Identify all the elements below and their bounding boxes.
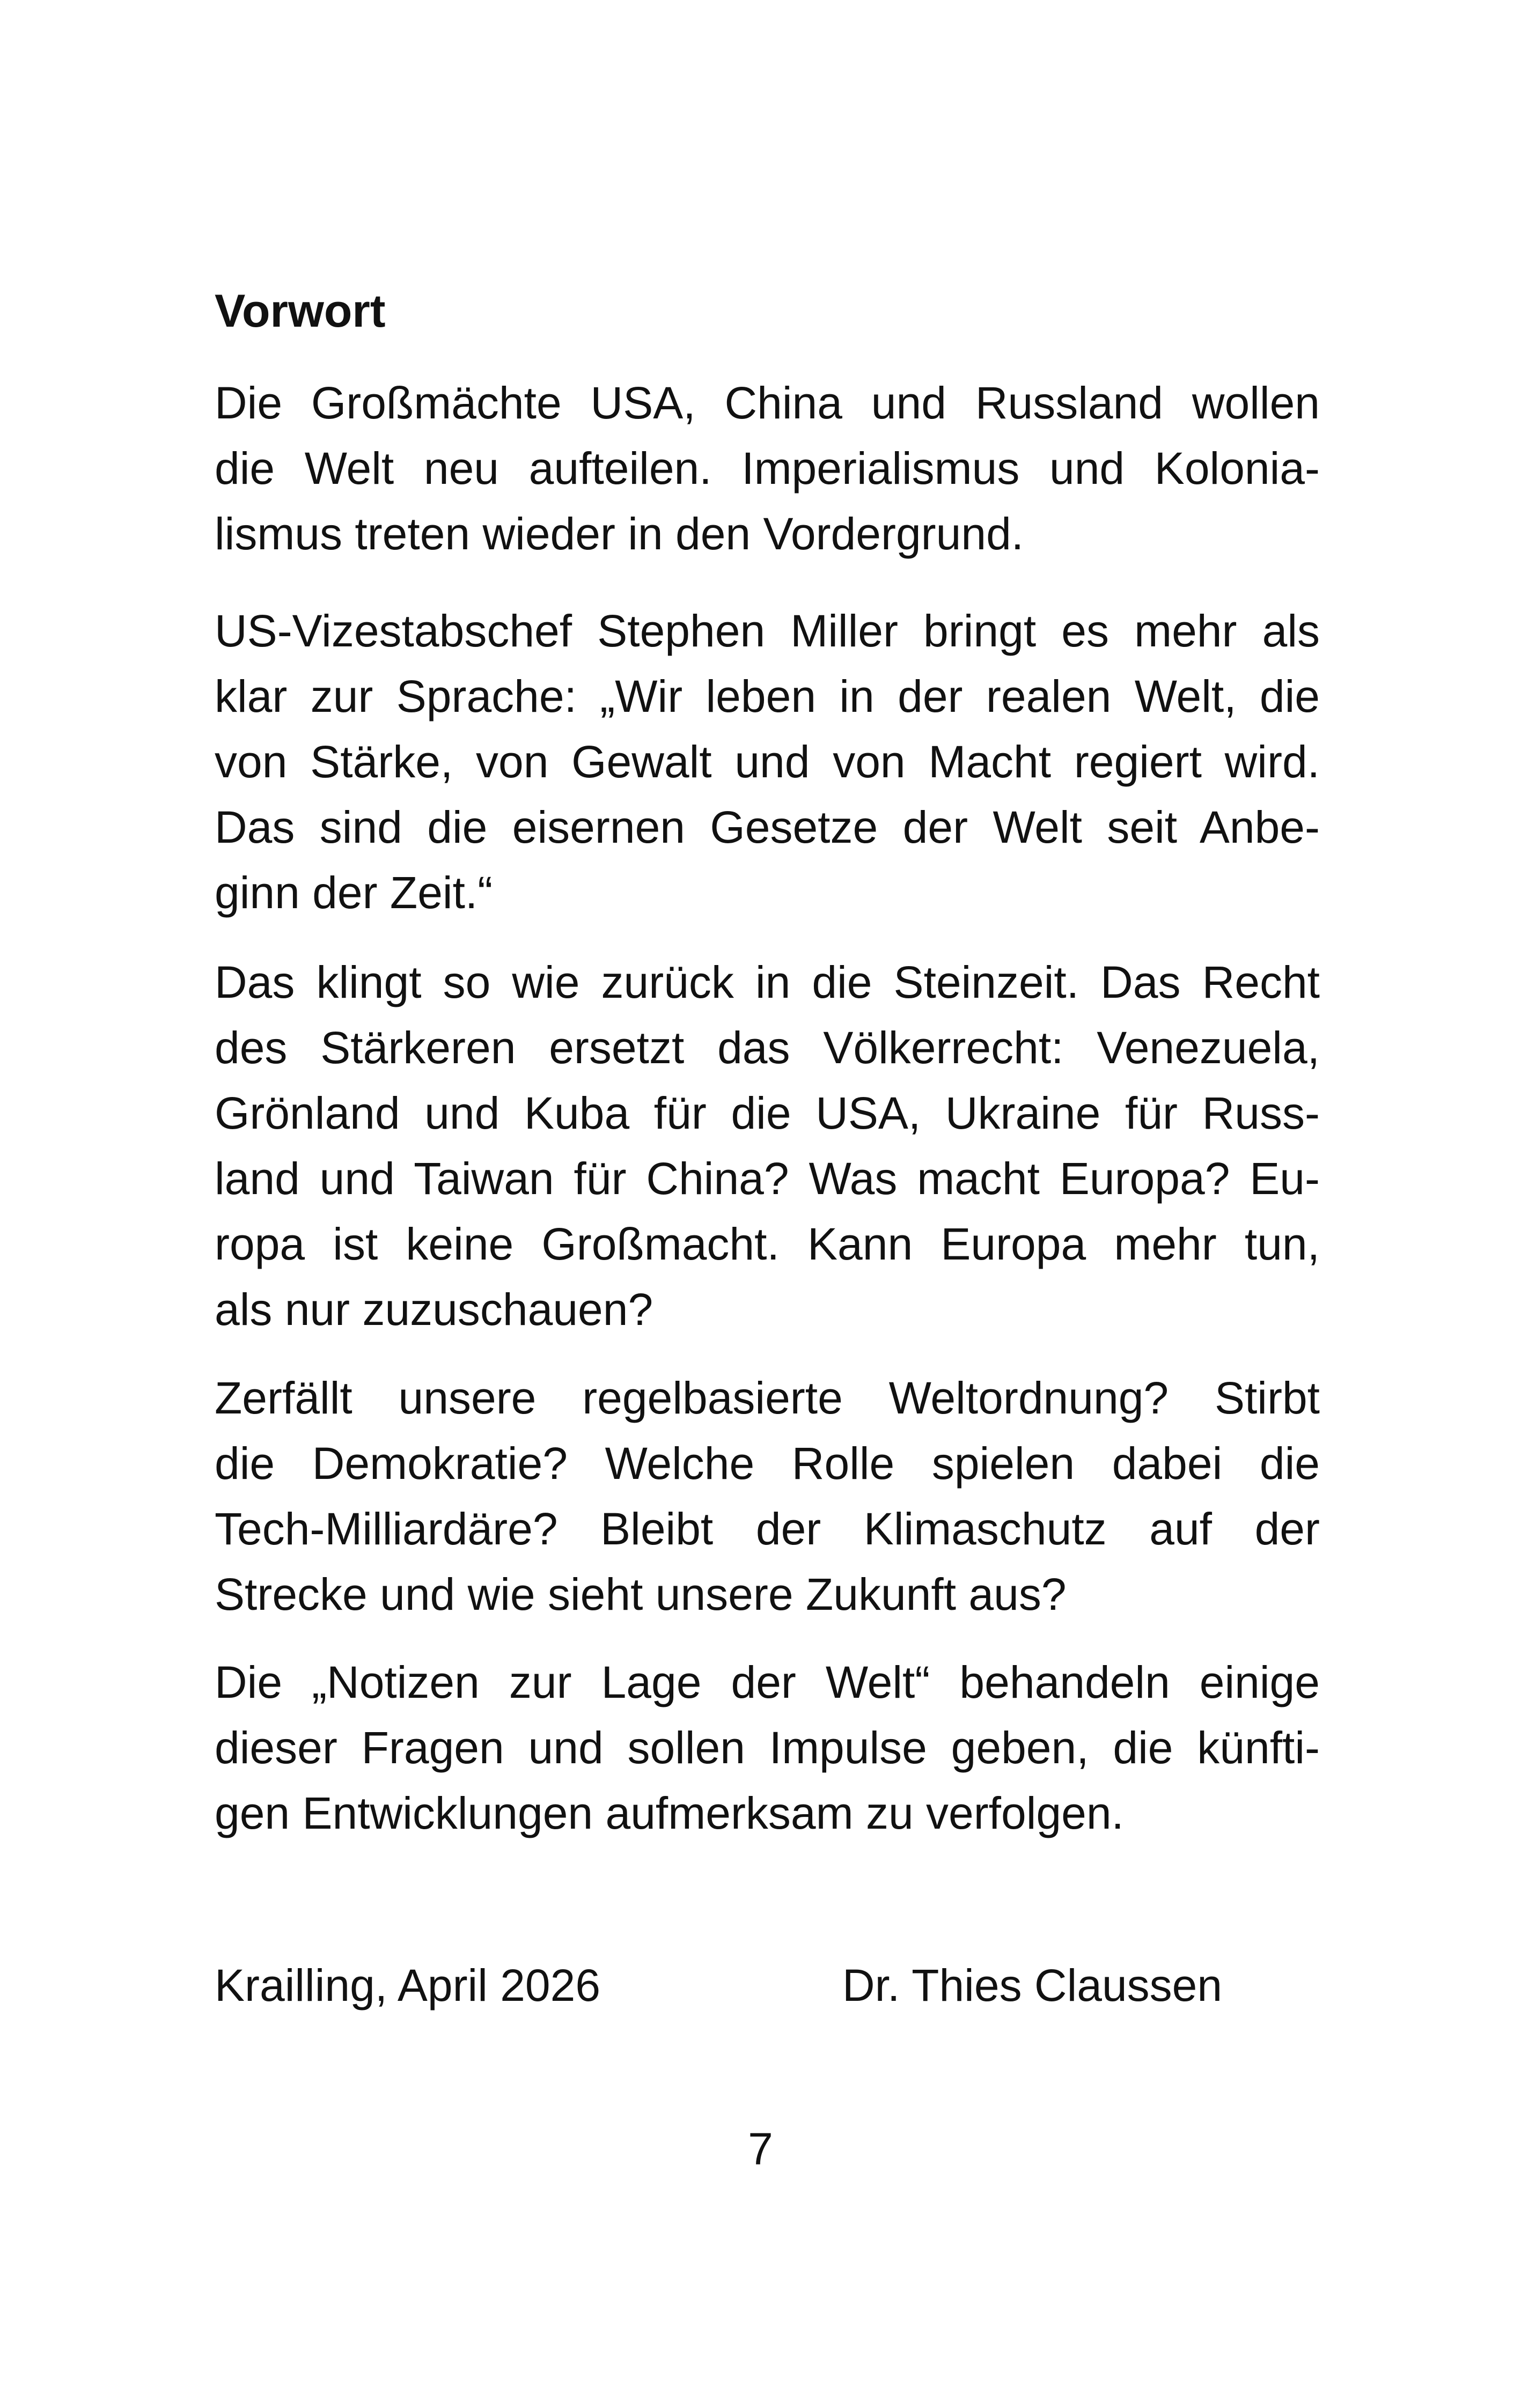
text-line: als nur zuzuschauen? xyxy=(215,1284,653,1335)
text-line: ropa ist keine Großmacht. Kann Europa mehr tun, xyxy=(215,1219,1320,1269)
text-line: Grönland und Kuba für die USA, Ukraine für Russ- xyxy=(215,1088,1320,1138)
signature-line xyxy=(215,1953,1320,2022)
place-date: Krailling, April 2026 xyxy=(215,1960,601,2011)
paragraph-3 xyxy=(215,949,1320,1342)
text-line: die Welt neu aufteilen. Imperialismus und Kolonia- xyxy=(215,443,1320,494)
text-line: lismus treten wieder in den Vordergrund. xyxy=(215,509,1024,559)
paragraph-1 xyxy=(215,370,1320,566)
paragraph-4 xyxy=(215,1365,1320,1627)
text-line: Zerfällt unsere regelbasierte Weltordnung? Stirbt xyxy=(215,1373,1320,1423)
text-line: des Stärkeren ersetzt das Völkerrecht: Venezuela, xyxy=(215,1022,1320,1073)
text-line: Das klingt so wie zurück in die Steinzeit. Das Recht xyxy=(215,957,1320,1007)
text-line: gen Entwicklungen aufmerksam zu verfolgen. xyxy=(215,1788,1124,1838)
text-line: Tech-Milliardäre? Bleibt der Klimaschutz auf der xyxy=(215,1504,1320,1554)
text-line: klar zur Sprache: „Wir leben in der realen Welt, die xyxy=(215,671,1320,721)
page-title: Vorwort xyxy=(215,285,386,337)
text-line: ginn der Zeit.“ xyxy=(215,867,493,918)
text-line: die Demokratie? Welche Rolle spielen dabei die xyxy=(215,1438,1320,1489)
text-line: Die „Notizen zur Lage der Welt“ behandeln einige xyxy=(215,1657,1320,1707)
paragraph-2 xyxy=(215,598,1320,925)
text-line: Strecke und wie sieht unsere Zukunft aus? xyxy=(215,1569,1067,1619)
text-line: US-Vizestabschef Stephen Miller bringt es mehr als xyxy=(215,606,1320,656)
paragraph-5 xyxy=(215,1649,1320,1846)
text-line: dieser Fragen und sollen Impulse geben, die künfti- xyxy=(215,1722,1320,1773)
text-line: von Stärke, von Gewalt und von Macht regiert wird. xyxy=(215,737,1320,787)
text-line: Das sind die eisernen Gesetze der Welt seit Anbe- xyxy=(215,802,1320,852)
author-name: Dr. Thies Claussen xyxy=(842,1960,1223,2011)
text-line: land und Taiwan für China? Was macht Europa? Eu- xyxy=(215,1153,1320,1204)
page-number: 7 xyxy=(748,2124,773,2174)
text-line: Die Großmächte USA, China und Russland wollen xyxy=(215,378,1320,428)
